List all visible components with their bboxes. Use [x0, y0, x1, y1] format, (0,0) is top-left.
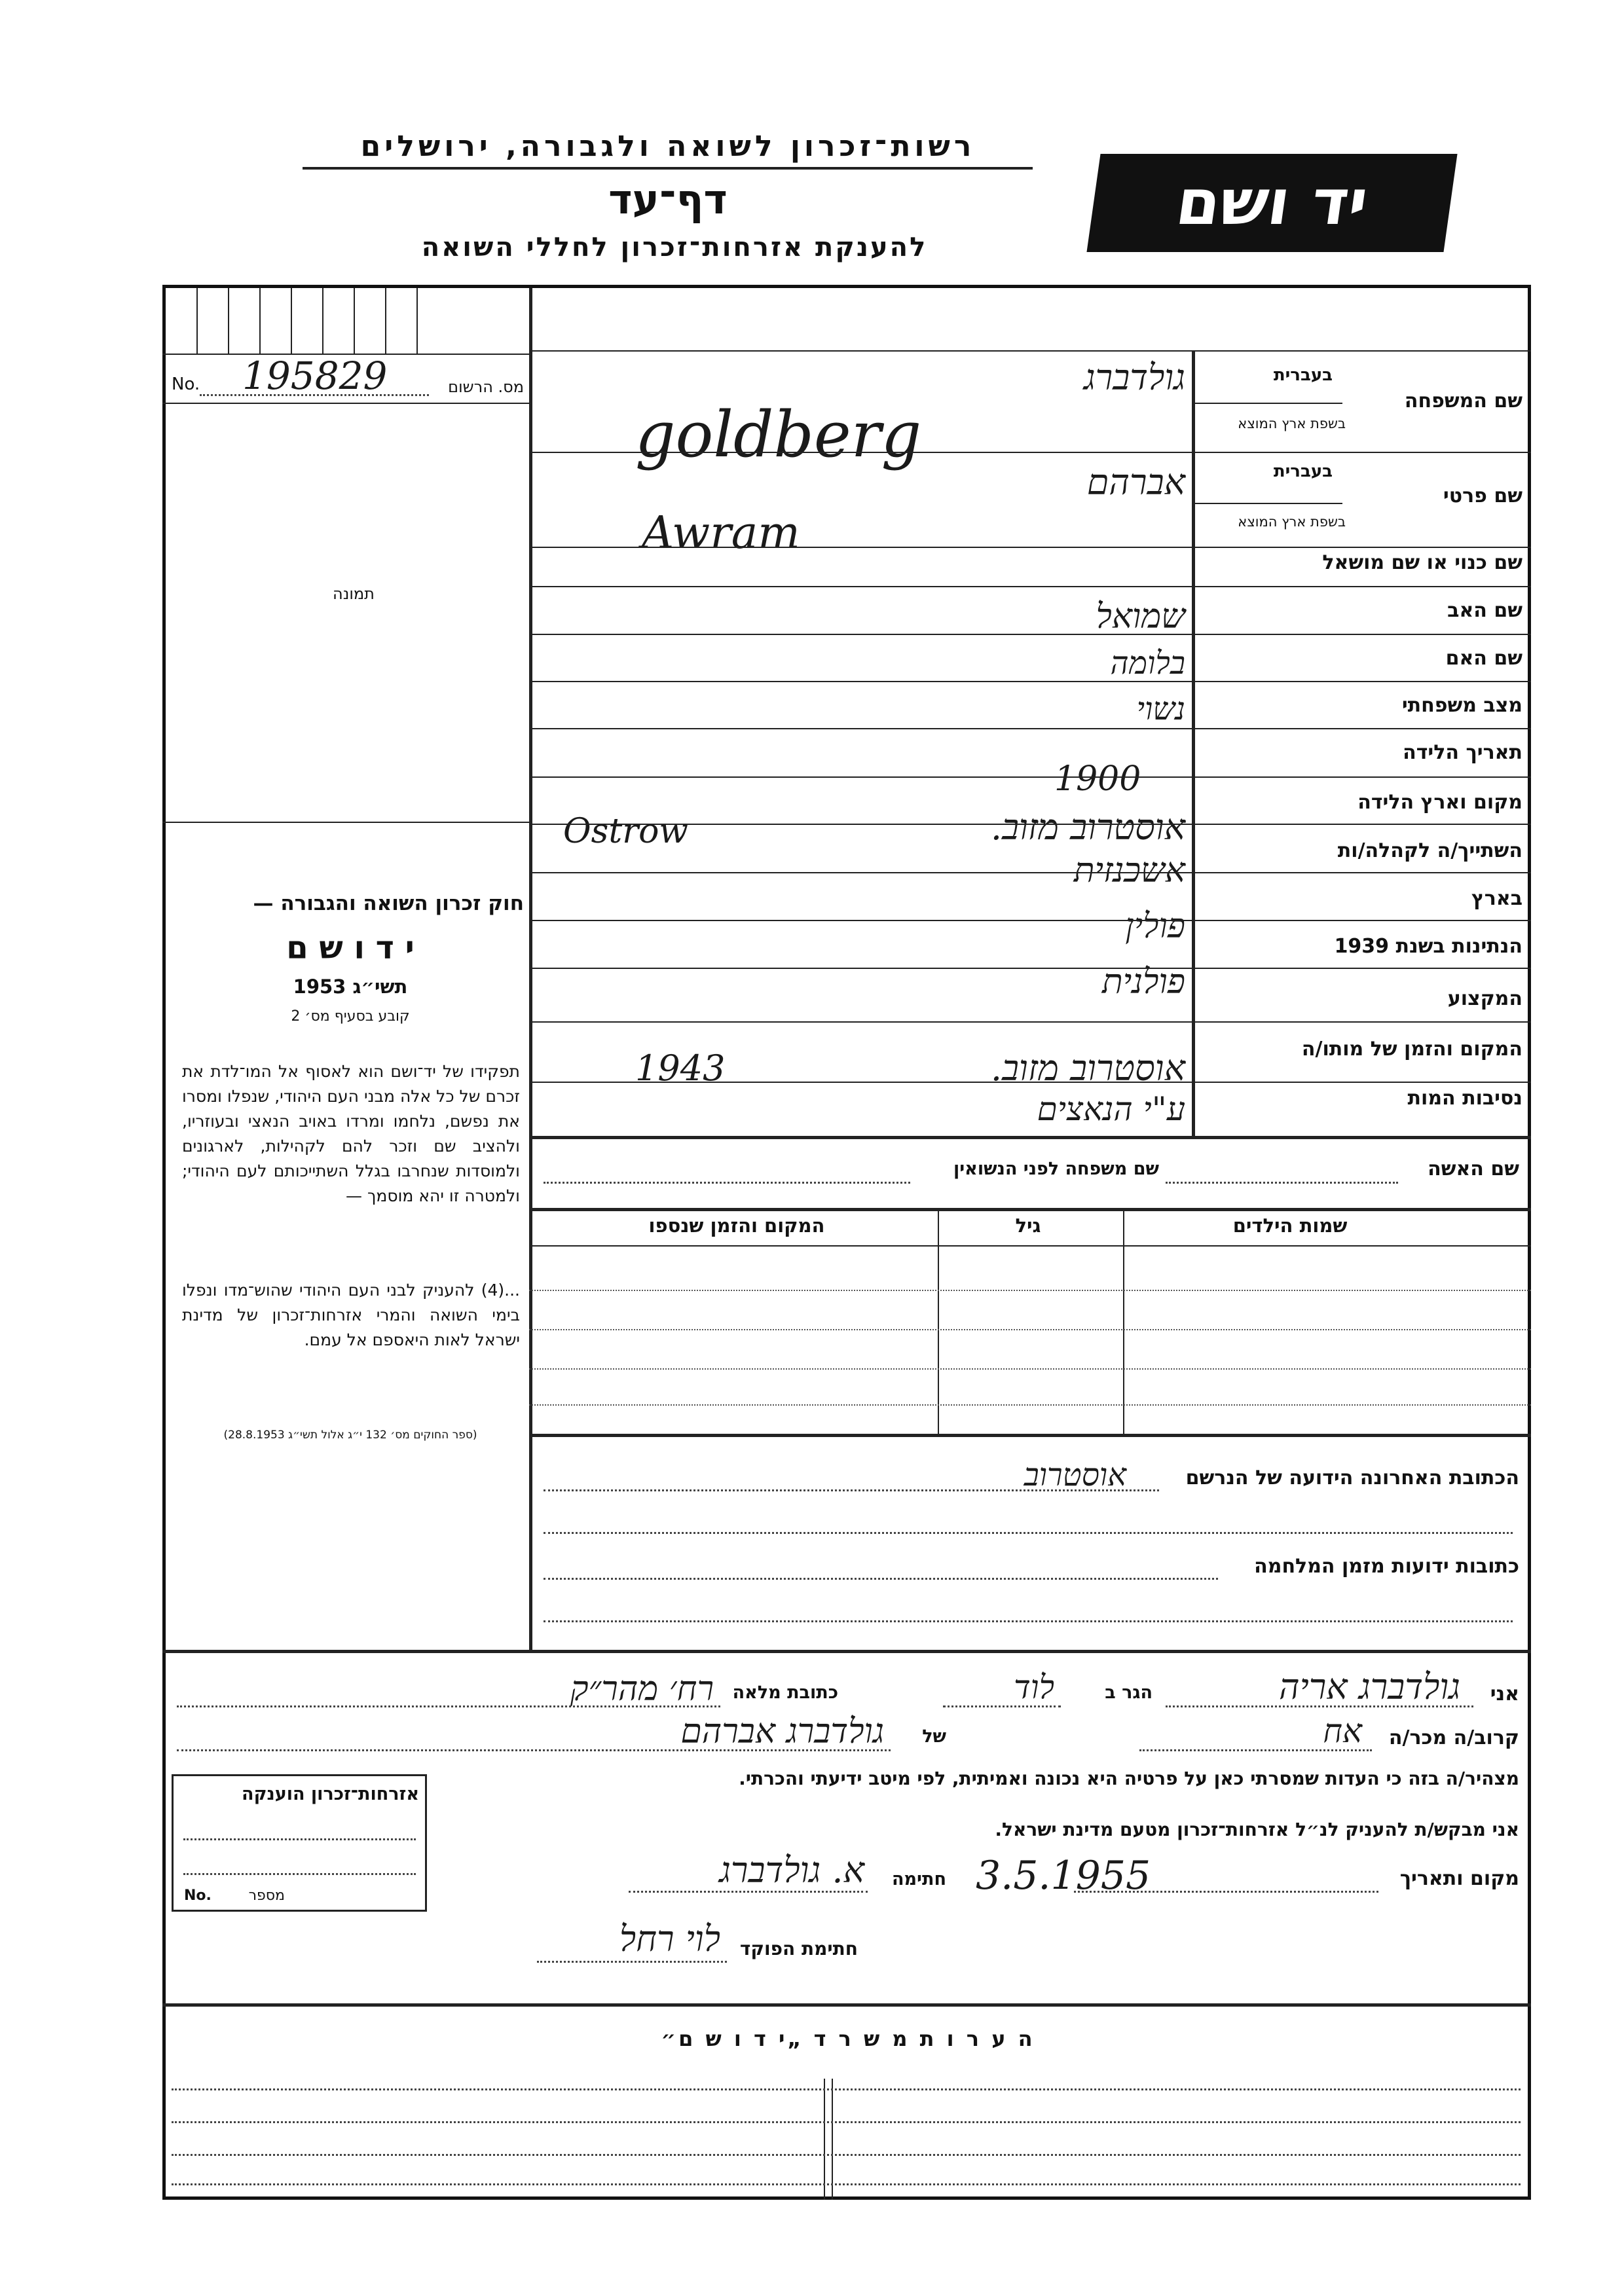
declarant-city-value: לוד: [1014, 1668, 1054, 1706]
mother-name-value: בלומה: [1110, 645, 1185, 682]
declarant-address-value: רח׳ מהר״ק: [570, 1669, 714, 1709]
registration-number-label: No.: [172, 374, 200, 394]
wife-maiden-name-label: שם משפחה לפני הנשואין: [953, 1159, 1159, 1179]
community-label: השתייך/ה לקהלה/ות: [1337, 839, 1522, 862]
birth-place-value: אוסטרוב מזוב.: [990, 807, 1185, 848]
remarks-title: ה ע ר ו ת מ ש ר ד „י ד ו ש ם״: [661, 2026, 1035, 2051]
request-text: אני מבקש/ת להעניק לנ״ל אזרחות־זכרון מטעם מדינת ישראל.: [995, 1819, 1519, 1840]
law-year: תשי״ג 1953: [293, 975, 408, 998]
first-name-hebrew-value: אברהם: [1086, 462, 1185, 503]
death-year-value: 1943: [635, 1048, 726, 1089]
last-address-value: אוסטרוב: [1024, 1457, 1126, 1493]
country-label: בארץ: [1471, 887, 1522, 910]
children-place-header: המקום והזמן שנספו: [648, 1214, 825, 1237]
registration-number-value: 195829: [242, 354, 388, 398]
authority-title: רשות־זכרון לשואה ולגבורה, ירושלים: [360, 130, 976, 163]
label-column-divider: [1192, 350, 1195, 1136]
first-name-native-value: Awram: [642, 507, 800, 559]
place-date-label: מקום ותאריך: [1399, 1867, 1519, 1890]
wartime-addresses-label: כתובות ידועות מזמן המלחמה: [1254, 1555, 1519, 1578]
father-name-label: שם האב: [1447, 599, 1522, 622]
citizenship-granted-box: [172, 1774, 427, 1912]
citizenship-granted-title: אזרחות־זכרון הוענקה: [242, 1784, 419, 1804]
signature-value: א. גולדברג: [719, 1850, 864, 1891]
citizenship-heb-no-label: מספר: [248, 1887, 285, 1904]
marital-status-label: מצב משפחתי: [1401, 694, 1522, 717]
death-circumstances-label: נסיבות המות: [1407, 1087, 1522, 1110]
place-date-value: 3.5.1955: [976, 1853, 1151, 1899]
declaration-text: מצהיר/ה בזה כי העדות שמסרתי כאן על פרטיה היא נכונה ואמיתית, לפי מיטב ידיעתי והכרתי.: [739, 1768, 1519, 1789]
death-circumstances-value: ע"י הנאצים: [1037, 1090, 1185, 1128]
first-name-native-label: בשפת ארץ המוצא: [1238, 514, 1346, 530]
remarks-line: [172, 2154, 1521, 2156]
officer-signature-value: לוי רחל: [619, 1918, 720, 1959]
law-name: י ד ו ש ם: [286, 930, 415, 966]
family-name-hebrew-label: בעברית: [1273, 365, 1333, 385]
family-name-native-label: בשפת ארץ המוצא: [1238, 416, 1346, 431]
relation-of-label: של: [922, 1726, 946, 1747]
form-title: דף־עד: [608, 175, 728, 223]
remarks-line: [172, 2088, 1521, 2090]
remarks-line: [172, 2121, 1521, 2123]
mother-name-label: שם האם: [1445, 647, 1522, 670]
relation-of-value: גולדברג אברהם: [680, 1712, 884, 1751]
declarant-resides-label: הגר ב: [1105, 1683, 1153, 1703]
death-place-value: אוסטרוב מזוב.: [990, 1048, 1185, 1089]
family-name-hebrew-value: גולדברג: [1083, 357, 1185, 398]
children-names-header: שמות הילדים: [1232, 1214, 1348, 1237]
officer-signature-label: חתימת הפוקד: [739, 1938, 858, 1959]
wife-name-label: שם האשה: [1428, 1157, 1519, 1180]
signature-label: חתימה: [891, 1869, 946, 1889]
declarant-address-label: כתובת מלאה: [732, 1683, 838, 1703]
family-name-native-value: goldberg: [635, 398, 922, 471]
birth-date-value: 1900: [1054, 759, 1141, 799]
citizenship-no-label: No.: [184, 1887, 212, 1904]
relation-label: קרוב/ה מכר/ה: [1388, 1726, 1519, 1749]
country-value: פולין: [1125, 907, 1185, 946]
last-address-label: הכתובת האחרונה הידועה של הנרשם: [1185, 1467, 1519, 1489]
form-subtitle: להענקת אזרחות־זכרון לחללי השואה: [421, 232, 928, 263]
law-title: חוק זכרון השואה והגבורה —: [253, 892, 524, 915]
registration-heb-label: מס. הרשום: [448, 378, 524, 396]
law-body: תפקידו של יד־ושם הוא לאסוף אל המו־לדת את זכרם של כל אלה מבני העם היהודי, שנפלו ומסרו את נפשם, נלחמו ומרדו באויב הנאצי ובעוזריו, ולהציב שם וזכר להם לקהילות, לארגונים ולמוסדות שנחרבו בגלל השתייכותם לעם היהודי; ולמטרה זו יהא מוסמך —: [182, 1062, 520, 1205]
birth-date-label: תאריך הלידה: [1403, 741, 1522, 764]
law-body-clause-4: ...(4) להעניק לבני העם היהודי שהוש־מדו ונפלו בימי השואה והמרי אזרחות־זכרון של מדינת ישראל לאות היאספם אל עמם.: [182, 1281, 520, 1349]
birth-place-label: מקום וארץ הלידה: [1357, 791, 1522, 814]
first-name-label: שם פרטי: [1443, 484, 1522, 507]
declarant-name-value: גולדברג אריה: [1278, 1666, 1460, 1707]
authority-underline: [303, 167, 1033, 170]
family-name-label: שם המשפחה: [1404, 390, 1522, 412]
remarks-line: [172, 2183, 1521, 2185]
first-name-hebrew-label: בעברית: [1273, 462, 1333, 481]
relation-value: אח: [1323, 1712, 1362, 1750]
logo-text: יד ושם: [1172, 166, 1373, 239]
death-place-time-label: המקום והזמן של מותו/ה: [1301, 1038, 1522, 1061]
declarant-i-label: אני: [1490, 1683, 1519, 1705]
yad-vashem-logo: [1086, 154, 1457, 252]
law-source: (ספר החוקים מס׳ 132 י״ג אלול תשי״ג 28.8.1953): [223, 1429, 477, 1442]
birth-place-native-value: Ostrow: [563, 812, 688, 851]
father-name-value: שמואל: [1096, 597, 1185, 636]
citizenship-1939-value: פולנית: [1101, 962, 1185, 1002]
citizenship-1939-label: הנתינות בשנת 1939: [1334, 935, 1522, 958]
community-value: אשכנזית: [1073, 851, 1185, 890]
nickname-label: שם כנוי או שם מושאל: [1322, 551, 1522, 574]
marital-status-value: נשוי: [1136, 691, 1185, 727]
left-column-divider: [529, 288, 532, 1650]
photo-placeholder-label: תמונה: [333, 585, 375, 603]
law-clause: קובע בסעיף מס׳ 2: [291, 1008, 410, 1025]
children-age-header: גיל: [1015, 1214, 1041, 1237]
profession-label: המקצוע: [1447, 987, 1522, 1010]
